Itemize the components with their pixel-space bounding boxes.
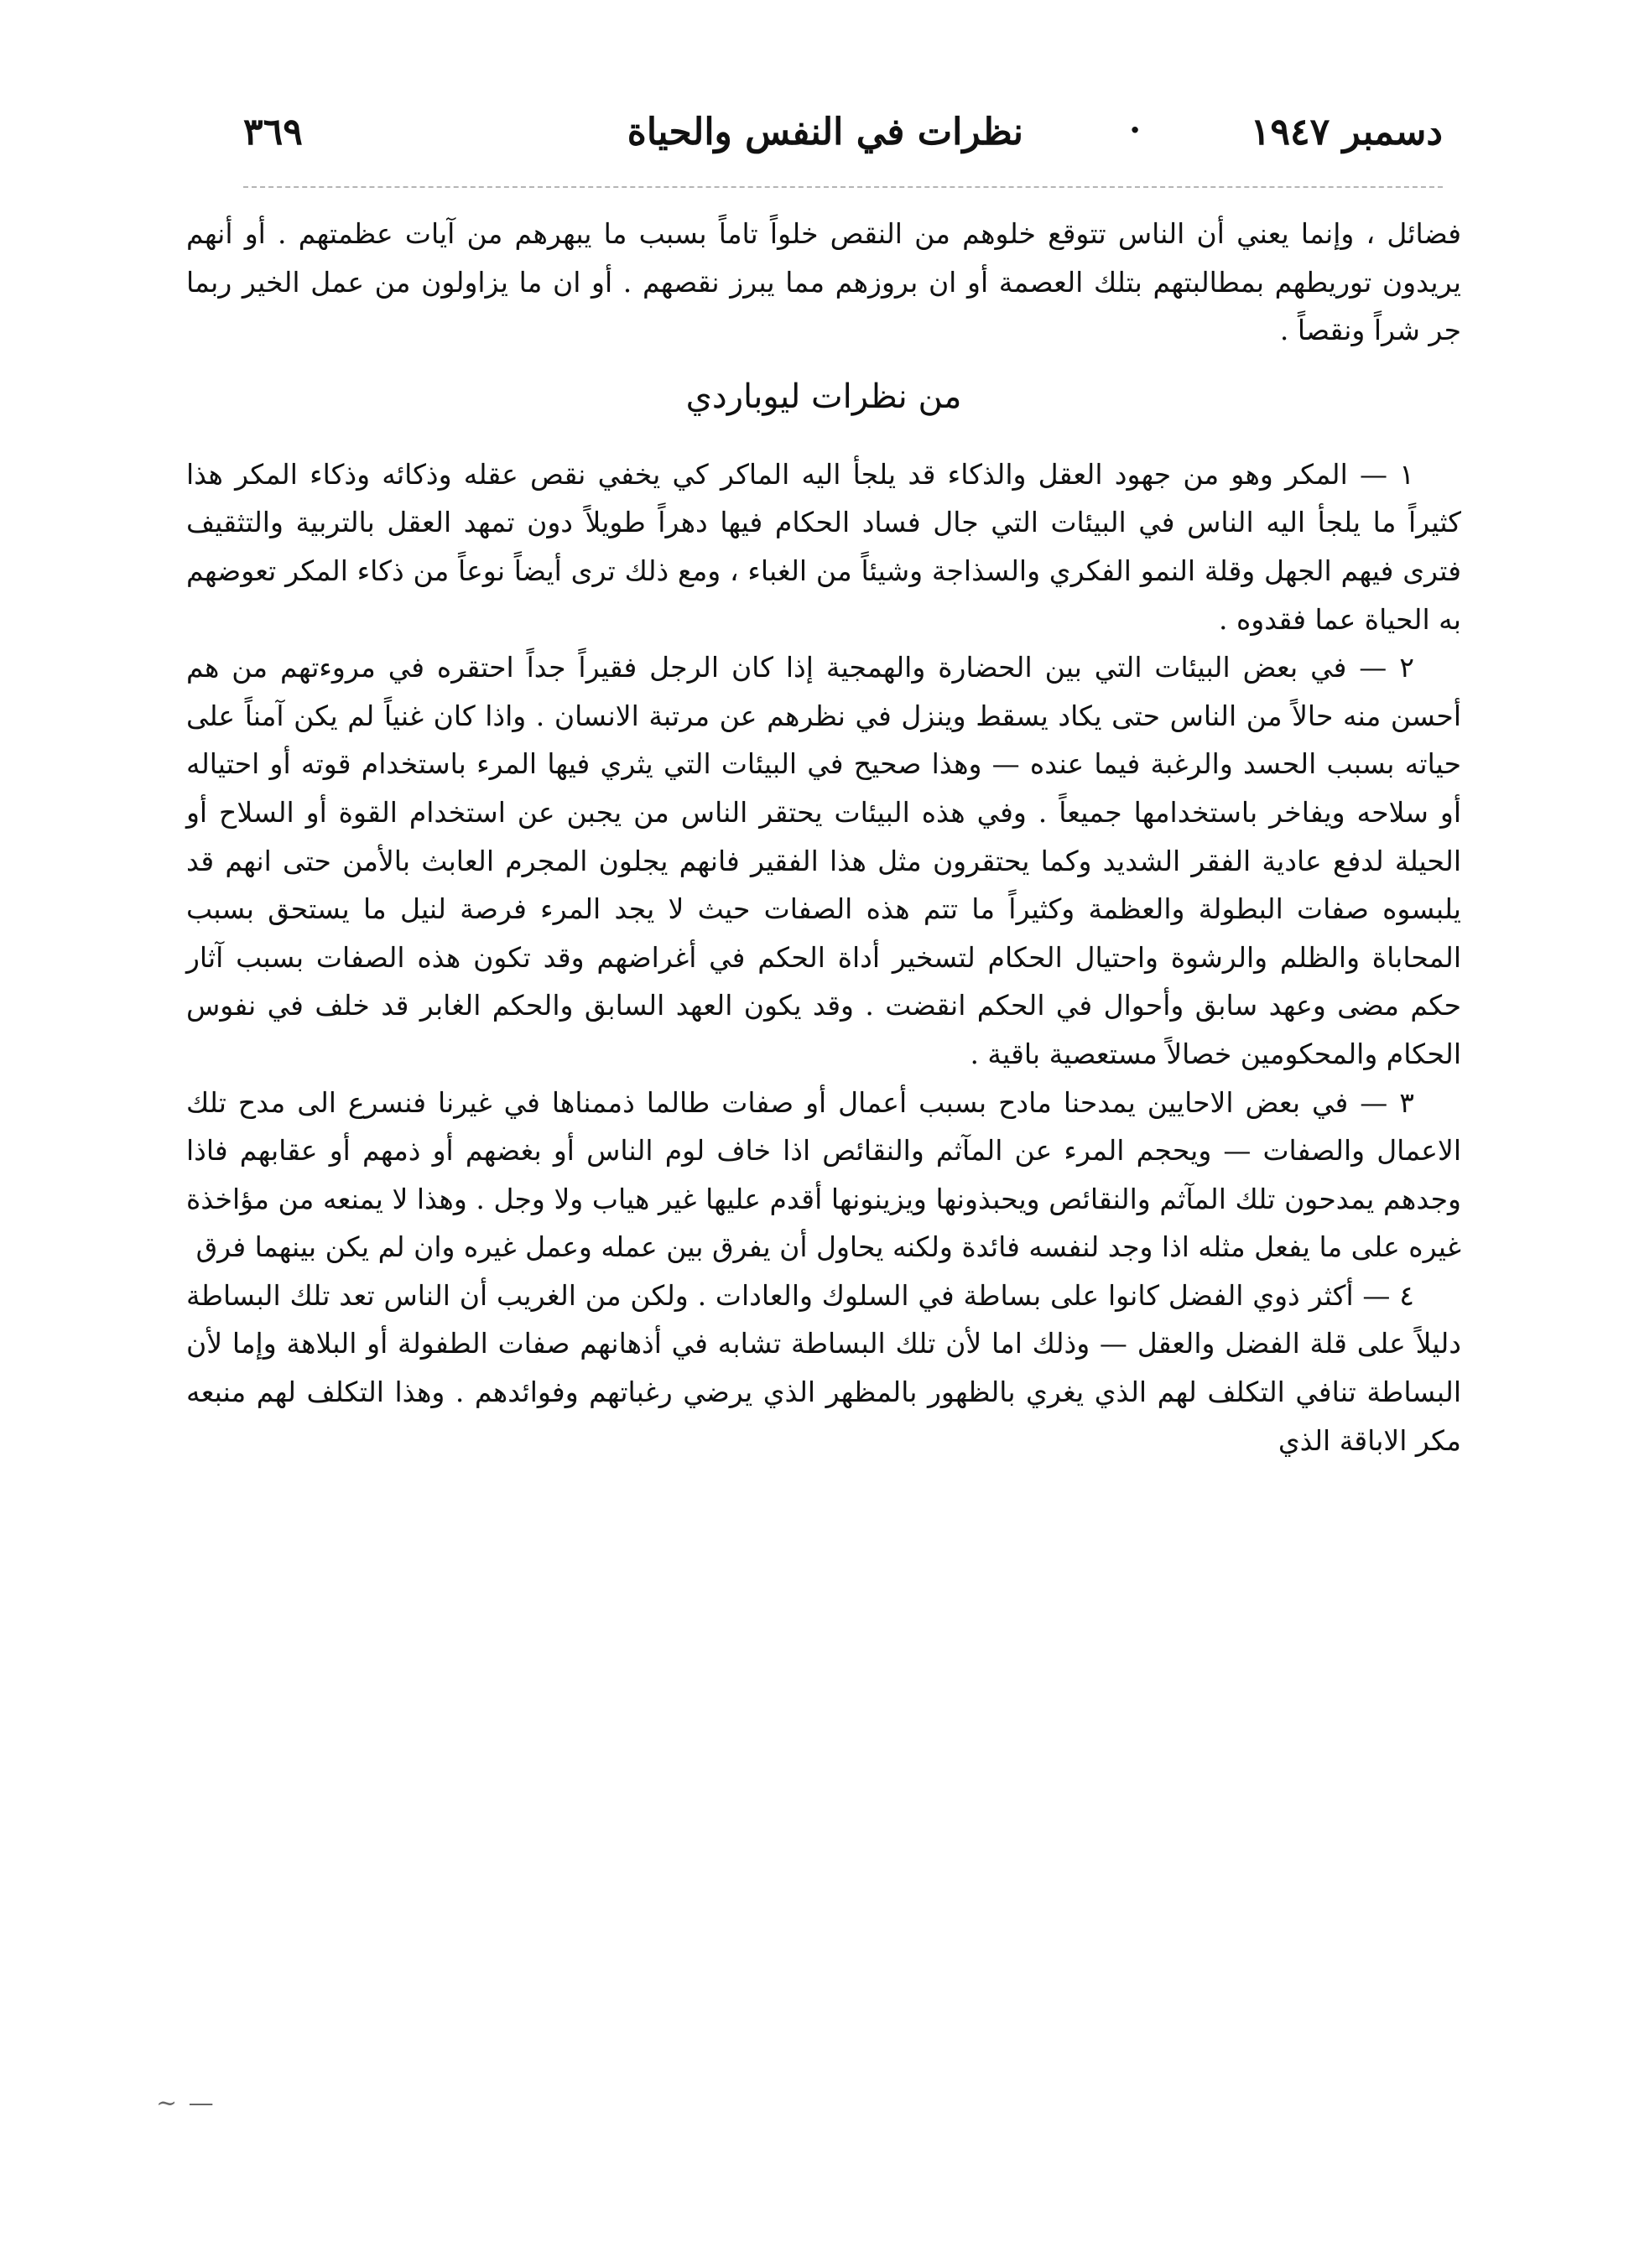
margin-mark: ~ — [156, 2089, 216, 2118]
section-title: من نظرات ليوباردي [685, 377, 962, 416]
running-header [243, 111, 1443, 171]
body-text [186, 210, 1461, 1464]
header-title: نظرات في النفس والحياة [627, 111, 1023, 153]
paragraph-1: ١ — المكر وهو من جهود العقل والذكاء قد يلجأ اليه الماكر كي يخفي نقص عقله وذكائه وذكاء المكر هذا كثيراً ما يلجأ اليه الناس في البيئات التي جال فساد الحكام فيها دهراً طويلاً دون تمهد العقل بالتربية والتثقيف فترى فيهم الجهل وقلة النمو الفكري والسذاجة وشيئاً من الغباء ، ومع ذلك ترى أيضاً نوعاً من ذكاء المكر تعوضهم به الحياة عما فقدوه . [186, 457, 1461, 636]
paragraph-3: ٣ — في بعض الاحايين يمدحنا مادح بسبب أعمال أو صفات طالما ذممناها في غيرنا فنسرع الى مدح تلك الاعمال والصفات — ويحجم المرء عن المآثم والنقائص اذا خاف لوم الناس أو بغضهم أو ذمهم أو عقابهم فاذا وجدهم يمدحون تلك المآثم والنقائص ويحبذونها ويزينونها أقدم عليها غير هياب ولا وجل . وهذا لا يمنعه من مؤاخذة غيره على ما يفعل مثله اذا وجد لنفسه فائدة ولكنه يحاول أن يفرق بين عمله وعمل غيره وان لم يكن بينهما فرق [186, 1085, 1461, 1264]
page-number: ٣٦٩ [243, 111, 303, 153]
header-rule [243, 186, 1443, 188]
paragraph-2: ٢ — في بعض البيئات التي بين الحضارة والهمجية إذا كان الرجل فقيراً جداً احتقره في مروءتهم من هم أحسن منه حالاً من الناس حتى يكاد يسقط وينزل في نظرهم عن مرتبة الانسان . واذا كان غنياً لم يكن آمناً على حياته بسبب الحسد والرغبة فيما عنده — وهذا صحيح في البيئات التي يثري فيها المرء باستخدام قوته أو احتياله أو سلاحه ويفاخر باستخدامها جميعاً . وفي هذه البيئات يحتقر الناس من يجبن عن استخدام القوة أو السلاح أو الحيلة لدفع عادية الفقر الشديد وكما يحتقرون مثل هذا الفقير فانهم يجلون المجرم العابث بالأمن حتى انهم قد يلبسوه صفات البطولة والعظمة وكثيراً ما تتم هذه الصفات حيث لا يجد المرء فرصة لنيل ما يستحق بسبب المحاباة والظلم والرشوة واحتيال الحكام لتسخير أداة الحكم في أغراضهم وقد تكون هذه الصفات بسبب آثار حكم مضى وعهد سابق وأحوال في الحكم انقضت . وقد يكون العهد السابق والحكم الغابر قد خلف في نفوس الحكام والمحكومين خصالاً مستعصية باقية . [186, 651, 1461, 1070]
paragraph-4: ٤ — أكثر ذوي الفضل كانوا على بساطة في السلوك والعادات . ولكن من الغريب أن الناس تعد تلك البساطة دليلاً على قلة الفضل والعقل — وذلك اما لأن تلك البساطة تشابه في أذهانهم صفات الطفولة أو البلاهة وإما لأن البساطة تنافي التكلف لهم الذي يغري بالظهور بالمظهر الذي يرضي رغباتهم وفوائدهم . وهذا التكلف لهم منبعه مكر الاباقة الذي [186, 1278, 1461, 1457]
intro-paragraph: فضائل ، وإنما يعني أن الناس تتوقع خلوهم من النقص خلواً تاماً بسبب ما يبهرهم من آيات عظمتهم . أو أنهم يريدون توريطهم بمطالبتهم بتلك العصمة أو ان بروزهم مما يبرز نقصهم . أو ان ما يزاولون من عمل الخير ربما جر شراً ونقصاً . [186, 217, 1461, 347]
header-date: دسمبر ١٩٤٧ [1250, 111, 1443, 153]
header-separator: · [1129, 111, 1141, 150]
